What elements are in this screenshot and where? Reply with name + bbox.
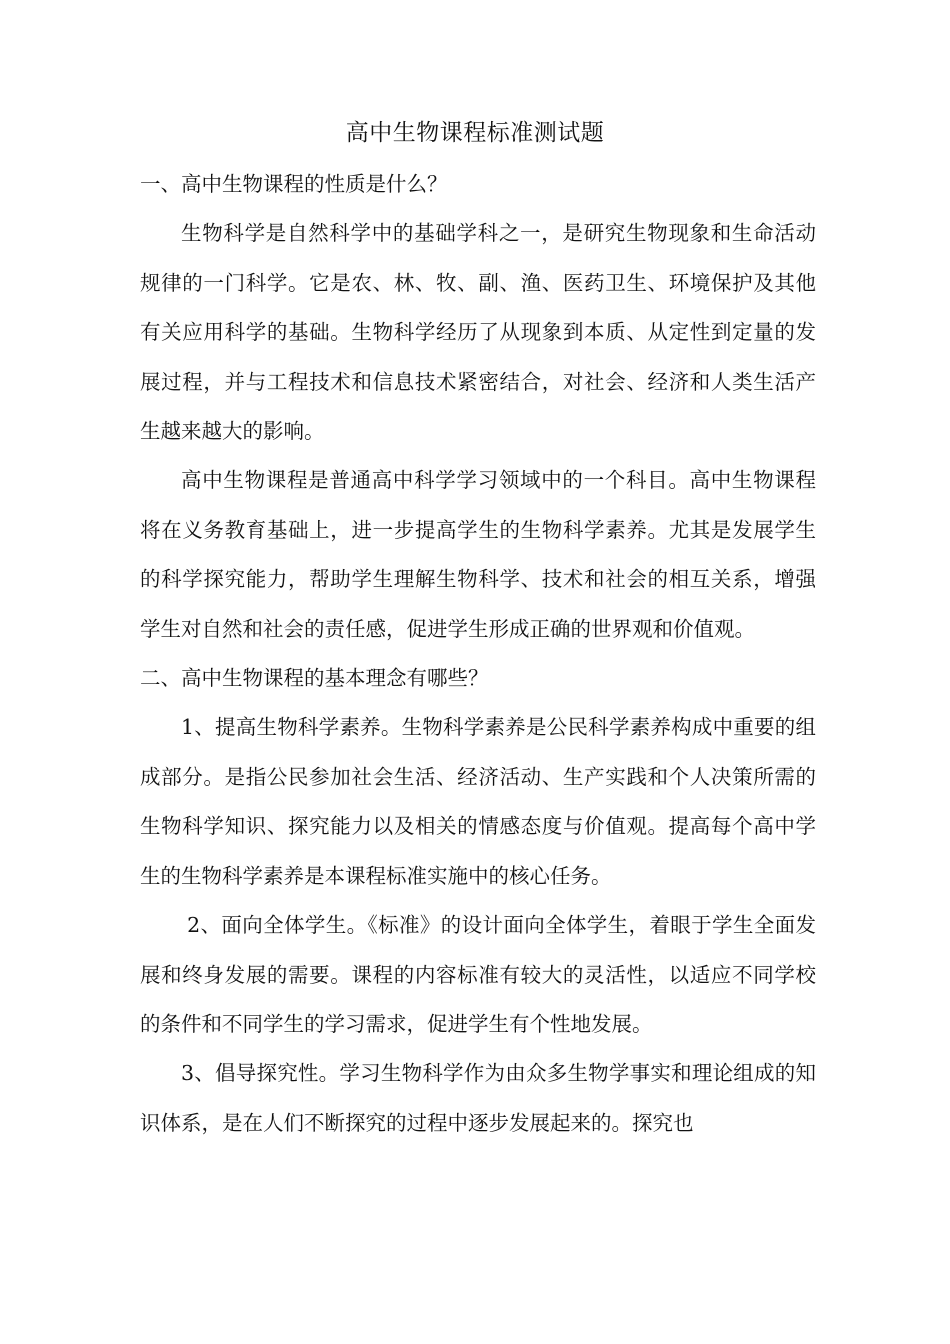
document-title: 高中生物课程标准测试题: [345, 120, 605, 146]
paragraph-concept-inquiry: 3、倡导探究性。学习生物科学作为由众多生物学事实和理论组成的知识体系，是在人们不断探究的过程中逐步发展起来的。探究也: [140, 1061, 816, 1135]
paragraph-concept-literacy: 1、提高生物科学素养。生物科学素养是公民科学素养构成中重要的组成部分。是指公民参加社会生活、经济活动、生产实践和个人决策所需的生物科学知识、探究能力以及相关的情感态度与价值观。提高每个高中学生的生物科学素养是本课程标准实施中的核心任务。: [140, 715, 816, 888]
paragraph-biology-science: 生物科学是自然科学中的基础学科之一，是研究生物现象和生命活动规律的一门科学。它是农、林、牧、副、渔、医药卫生、环境保护及其他有关应用科学的基础。生物科学经历了从现象到本质、从定性到定量的发展过程，并与工程技术和信息技术紧密结合，对社会、经济和人类生活产生越来越大的影响。: [140, 221, 816, 444]
paragraph-course-role: 高中生物课程是普通高中科学学习领域中的一个科目。高中生物课程将在义务教育基础上，进一步提高学生的生物科学素养。尤其是发展学生的科学探究能力，帮助学生理解生物科学、技术和社会的相互关系，增强学生对自然和社会的责任感，促进学生形成正确的世界观和价值观。: [140, 468, 816, 641]
document-body: [140, 160, 816, 1148]
section-heading-concepts: 二、高中生物课程的基本理念有哪些？: [140, 666, 489, 691]
section-heading-nature: 一、高中生物课程的性质是什么？: [140, 172, 448, 196]
paragraph-concept-all-students: 2、面向全体学生。《标准》的设计面向全体学生，着眼于学生全面发展和终身发展的需要。课程的内容标准有较大的灵活性，以适应不同学校的条件和不同学生的学习需求，促进学生有个性地发展。: [140, 913, 816, 1036]
